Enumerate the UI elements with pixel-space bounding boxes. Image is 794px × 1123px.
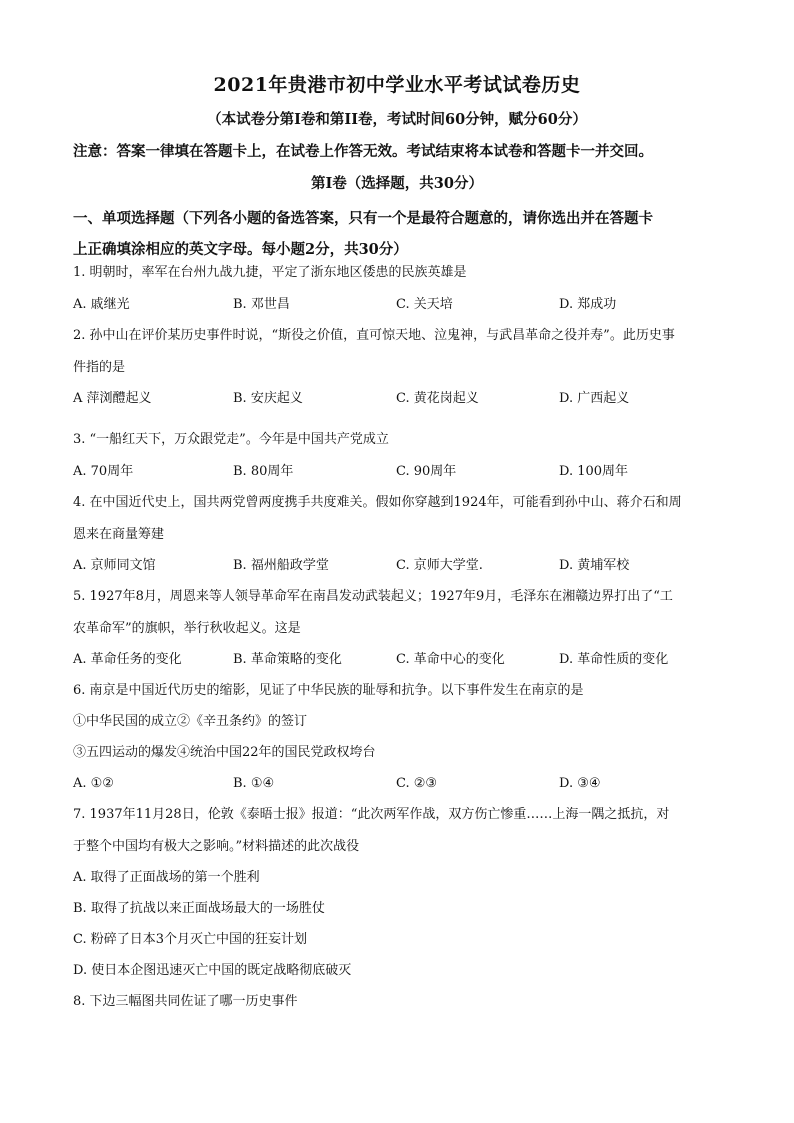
section-title-line-1: 一、单项选择题（下列各小题的备选答案，只有一个是最符合题意的，请你选出并在答题卡: [73, 210, 653, 227]
question-3-option-b: B. 80周年: [233, 464, 294, 479]
question-5-option-a: A. 革命任务的变化: [73, 652, 182, 667]
question-4-option-d: D. 黄埔军校: [559, 558, 630, 573]
question-8-stem: 8. 下边三幅图共同佐证了哪一历史事件: [73, 994, 298, 1009]
question-4-stem-line-2: 恩来在商量筹建: [73, 527, 165, 542]
question-7-option-a: A. 取得了正面战场的第一个胜利: [73, 870, 260, 885]
question-1-options: [73, 296, 723, 314]
question-2-option-a: A 萍浏醴起义: [73, 391, 152, 406]
question-4-stem-line-1: 4. 在中国近代史上，国共两党曾两度携手共度难关。假如你穿越到1924年，可能看到孙中山、蒋介石和周: [73, 495, 682, 510]
question-5-stem-line-2: 农革命军”的旗帜，举行秋收起义。这是: [73, 621, 301, 636]
question-3-option-a: A. 70周年: [73, 464, 134, 479]
question-5-stem-line-1: 5. 1927年8月，周恩来等人领导革命军在南昌发动武装起义；1927年9月，毛泽东在湘赣边界打出了“工: [73, 589, 673, 604]
exam-notice: 注意：答案一律填在答题卡上，在试卷上作答无效。考试结束将本试卷和答题卡一并交回。: [73, 143, 653, 160]
question-6-option-b: B. ①④: [233, 776, 275, 791]
question-1-stem: 1. 明朝时，率军在台州九战九捷，平定了浙东地区倭患的民族英雄是: [73, 265, 467, 280]
question-3-stem: 3. “一船红天下，万众跟党走”。今年是中国共产党成立: [73, 432, 389, 447]
question-3-option-c: C. 90周年: [396, 464, 457, 479]
question-6-option-a: A. ①②: [73, 776, 114, 791]
question-4-options: [73, 557, 723, 575]
question-6-options: [73, 775, 723, 793]
exam-title: 2021年贵港市初中学业水平考试试卷历史: [213, 74, 581, 96]
question-6-items-line-2: ③五四运动的爆发④统治中国22年的国民党政权垮台: [73, 745, 376, 760]
question-2-option-b: B. 安庆起义: [233, 391, 303, 406]
section-title-line-2: 上正确填涂相应的英文字母。每小题2分，共30分）: [73, 241, 408, 258]
question-7-option-b: B. 取得了抗战以来正面战场最大的一场胜仗: [73, 901, 325, 916]
question-5-option-b: B. 革命策略的变化: [233, 652, 342, 667]
question-1-option-a: A. 戚继光: [73, 297, 130, 312]
question-5-option-c: C. 革命中心的变化: [396, 652, 505, 667]
question-7-option-c: C. 粉碎了日本3个月灭亡中国的狂妄计划: [73, 932, 308, 947]
question-7-stem-line-2: 于整个中国均有极大之影响。”材料描述的此次战役: [73, 839, 360, 854]
question-2-options: [73, 390, 723, 408]
question-2-stem-line-2: 件指的是: [73, 360, 126, 375]
question-6-stem: 6. 南京是中国近代历史的缩影，见证了中华民族的耻辱和抗争。以下事件发生在南京的是: [73, 683, 584, 698]
part-title: 第I卷（选择题，共30分）: [311, 175, 483, 192]
question-3-option-d: D. 100周年: [559, 464, 629, 479]
question-3-options: [73, 463, 723, 481]
question-1-option-b: B. 邓世昌: [233, 297, 290, 312]
question-4-option-c: C. 京师大学堂.: [396, 558, 483, 573]
question-6-option-d: D. ③④: [559, 776, 601, 791]
section-title: [73, 203, 723, 265]
question-2-option-c: C. 黄花岗起义: [396, 391, 479, 406]
question-2-stem-line-1: 2. 孙中山在评价某历史事件时说，“斯役之价值，直可惊天地、泣鬼神，与武昌革命之役并寿”。此历史事: [73, 328, 675, 343]
question-7-stem-line-1: 7. 1937年11月28日，伦敦《泰晤士报》报道：“此次两军作战，双方伤亡惨重……上海一隅之抵抗，对: [73, 807, 670, 822]
exam-subtitle: （本试卷分第I卷和第II卷，考试时间60分钟，赋分60分）: [207, 111, 587, 128]
question-5-option-d: D. 革命性质的变化: [559, 652, 669, 667]
question-4-option-b: B. 福州船政学堂: [233, 558, 329, 573]
question-2-option-d: D. 广西起义: [559, 391, 630, 406]
question-6-items-line-1: ①中华民国的成立②《辛丑条约》的签订: [73, 714, 308, 729]
question-4-option-a: A. 京师同文馆: [73, 558, 156, 573]
question-1-option-c: C. 关天培: [396, 297, 453, 312]
question-5-options: [73, 651, 723, 669]
question-6-option-c: C. ②③: [396, 776, 438, 791]
question-1-option-d: D. 郑成功: [559, 297, 617, 312]
question-7-option-d: D. 使日本企图迅速灭亡中国的既定战略彻底破灭: [73, 963, 352, 978]
